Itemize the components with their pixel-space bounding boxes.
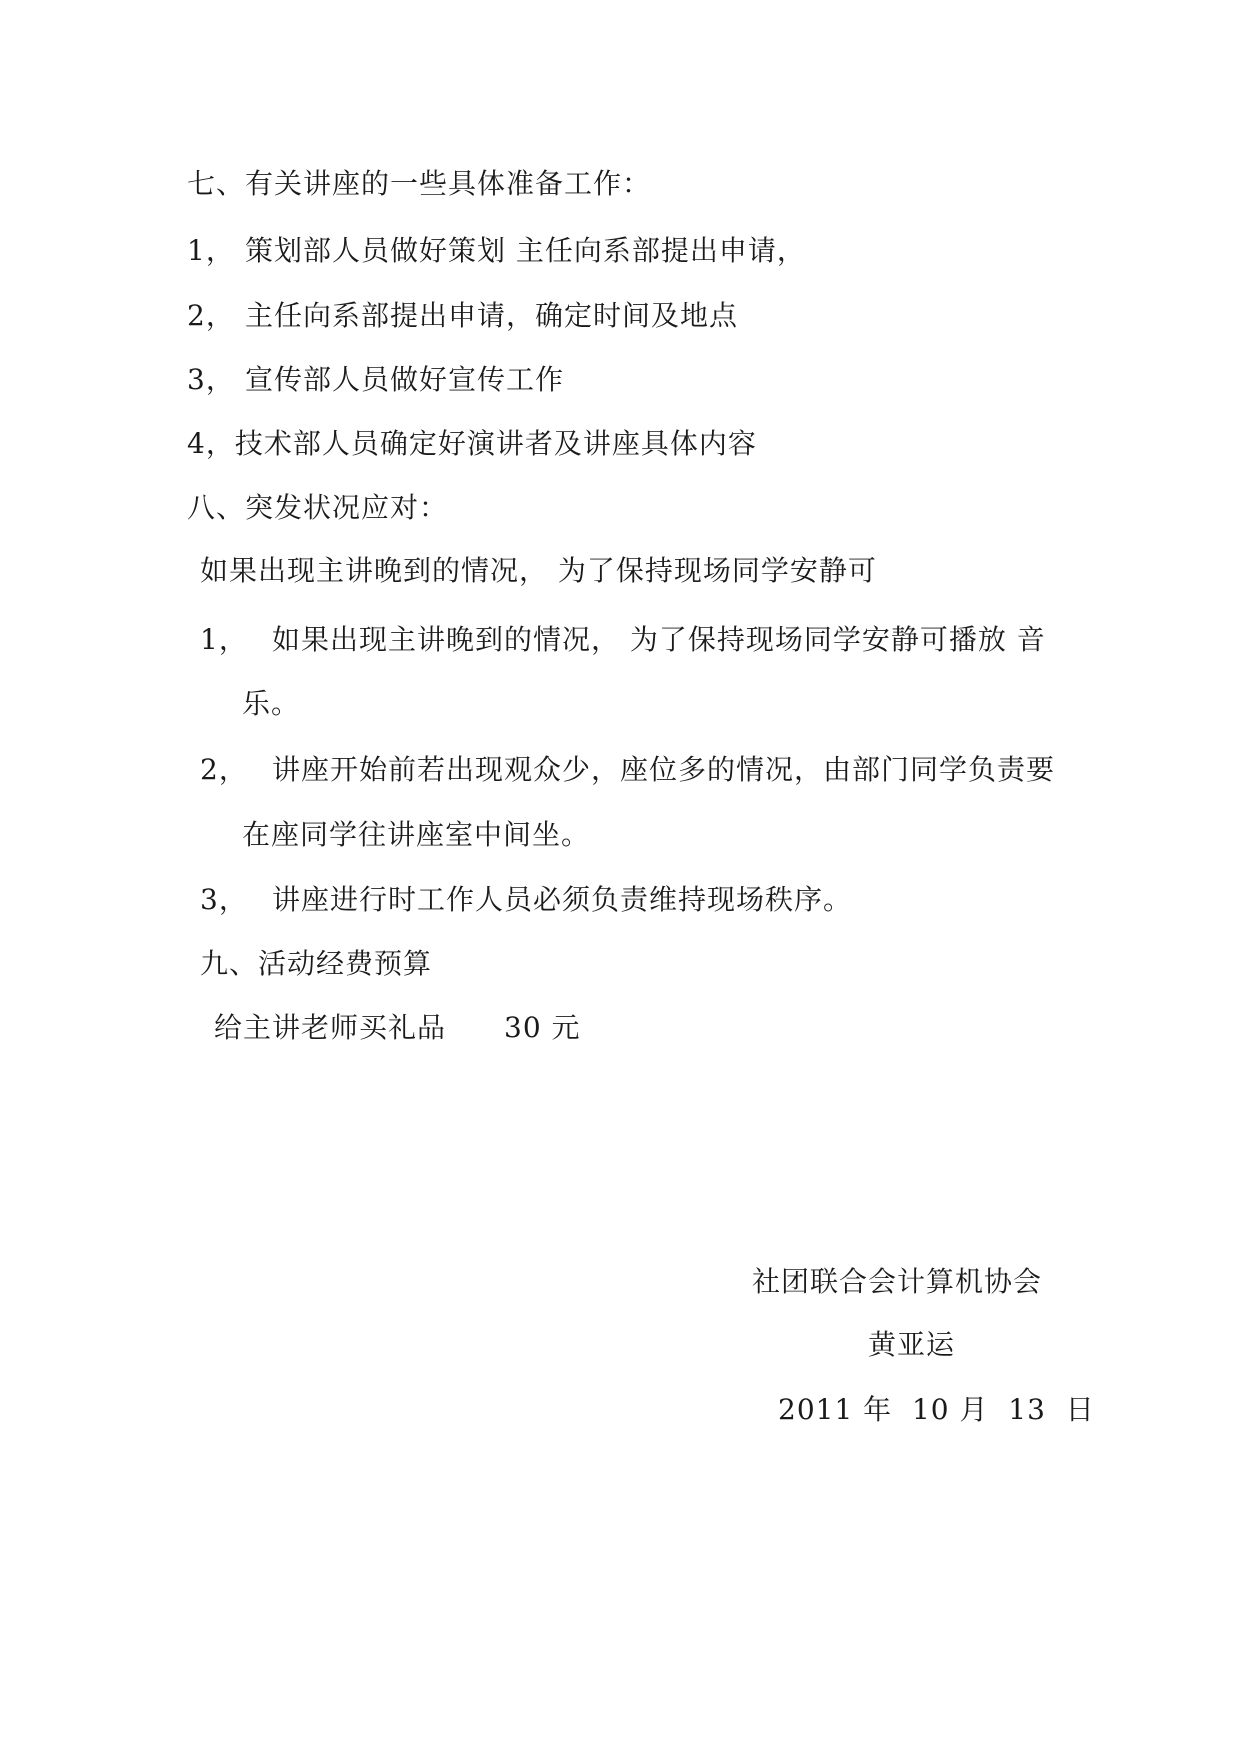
section-7-item-2: [187, 296, 738, 336]
section-8-item-2-line-2: 在座同学往讲座室中间坐。: [242, 818, 591, 851]
item-text: 如果出现主讲晚到的情况， 为了保持现场同学安静可播放 音: [272, 623, 1046, 656]
item-number: 3，: [200, 883, 248, 916]
section-8-heading: 八、突发状况应对：: [187, 491, 449, 524]
item-text: 策划部人员做好策划 主任向系部提出申请，: [245, 234, 806, 267]
item-text: 宣传部人员做好宣传工作: [245, 363, 565, 396]
section-8-item-2-line-1: [200, 750, 1055, 790]
budget-item: 给主讲老师买礼品: [214, 1011, 447, 1044]
section-8-item-1-line-2: 乐。: [242, 687, 301, 720]
item-number: 4，: [187, 427, 235, 460]
section-8-intro: 如果出现主讲晚到的情况， 为了保持现场同学安静可: [200, 554, 877, 587]
item-number: 2，: [187, 299, 235, 332]
item-number: 2，: [200, 753, 248, 786]
item-text: 技术部人员确定好演讲者及讲座具体内容: [234, 427, 757, 460]
section-8-item-3: [200, 880, 852, 920]
section-7-item-3: [187, 360, 564, 400]
signature-name: 黄亚运: [868, 1328, 956, 1361]
budget-row: [214, 1008, 581, 1048]
budget-amount: 30 元: [504, 1011, 581, 1044]
section-7-item-4: [187, 424, 757, 464]
item-text: 讲座开始前若出现观众少，座位多的情况，由部门同学负责要: [272, 753, 1056, 786]
signature-date: 2011 年 10 月 13 日: [778, 1393, 1095, 1426]
item-number: 1，: [187, 234, 235, 267]
item-number: 1，: [200, 623, 248, 656]
section-7-heading: 七、有关讲座的一些具体准备工作：: [187, 167, 652, 200]
section-7-item-1: [187, 231, 806, 271]
item-text: 主任向系部提出申请，确定时间及地点: [245, 299, 739, 332]
section-8-item-1-line-1: [200, 620, 1046, 660]
item-number: 3，: [187, 363, 235, 396]
item-text: 讲座进行时工作人员必须负责维持现场秩序。: [272, 883, 853, 916]
section-9-heading: 九、活动经费预算: [200, 947, 433, 980]
signature-organization: 社团联合会计算机协会: [752, 1265, 1043, 1298]
